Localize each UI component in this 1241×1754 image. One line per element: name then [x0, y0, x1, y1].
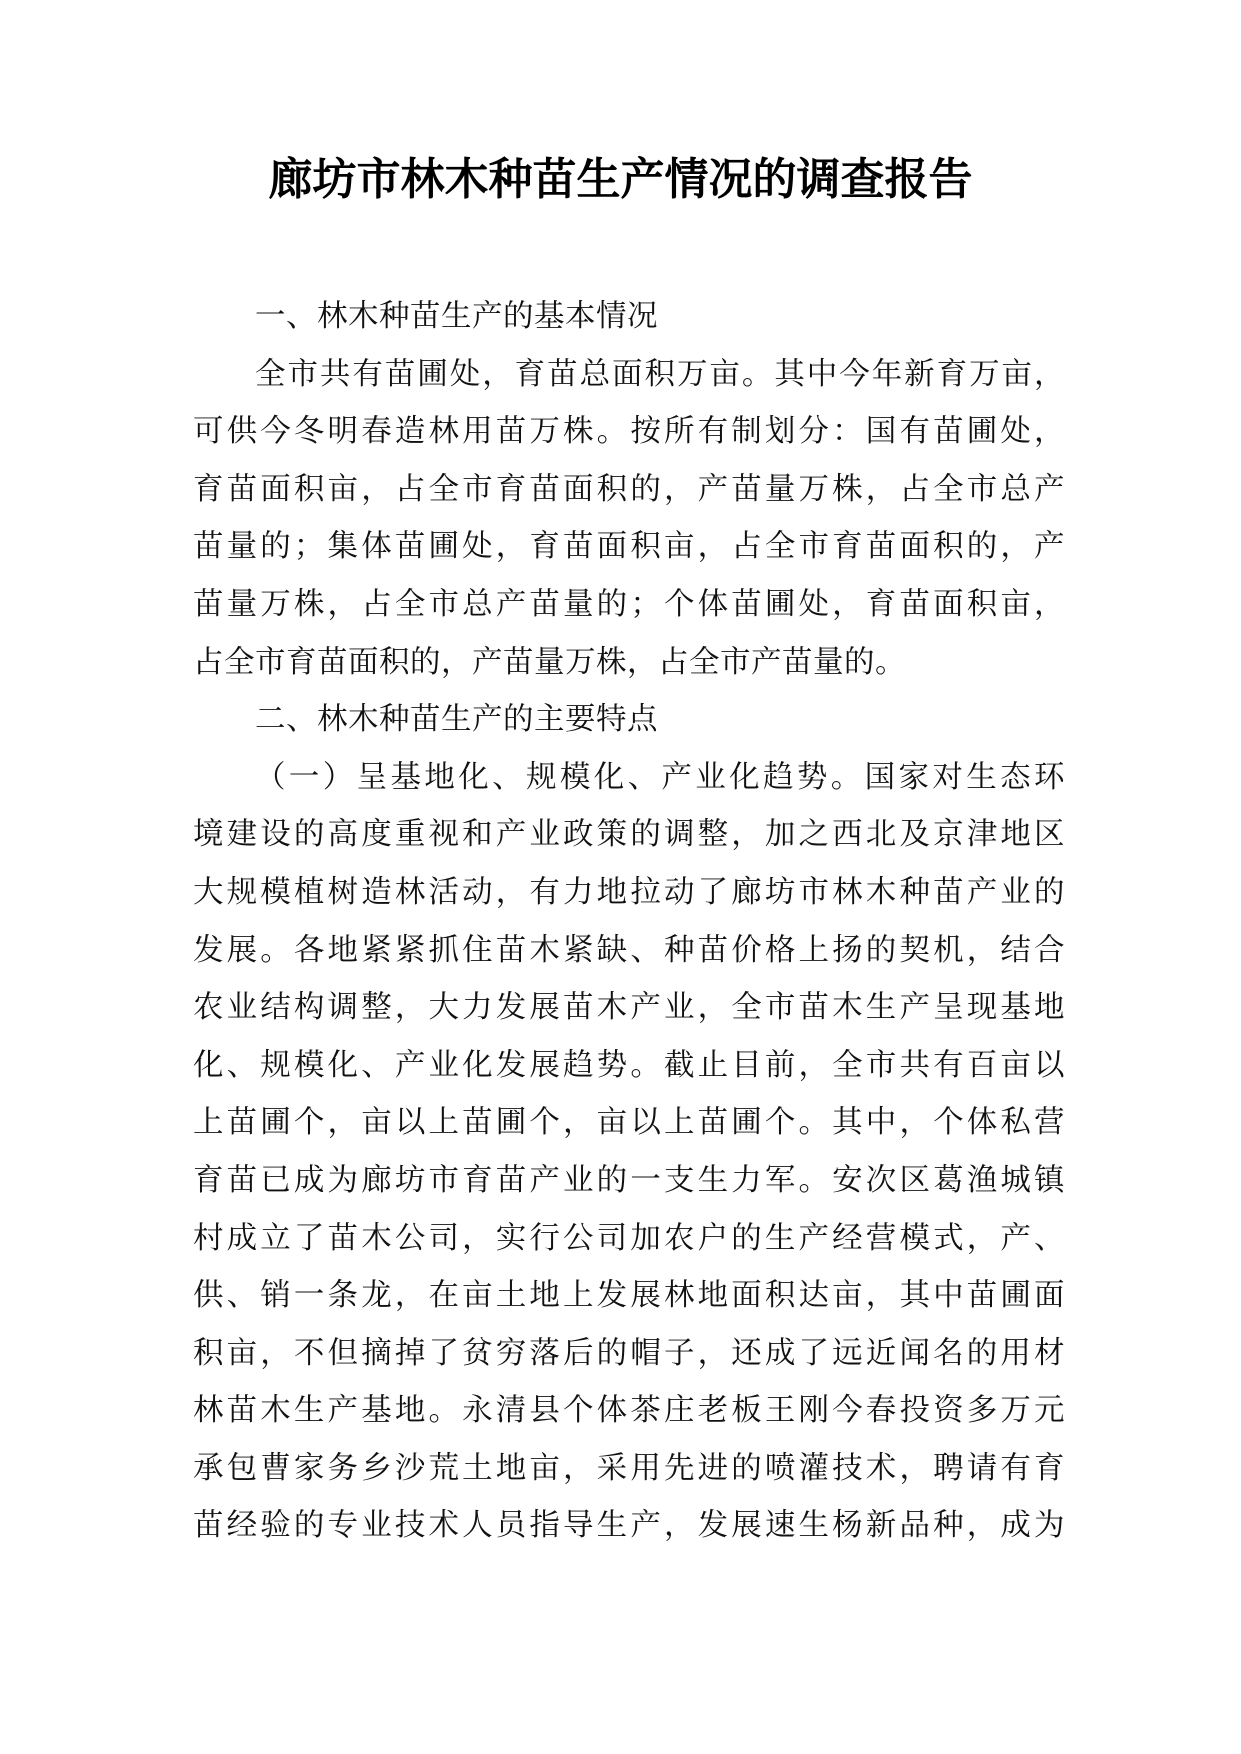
paragraph-line: 大规模植树造林活动，有力地拉动了廊坊市林木种苗产业的 [193, 874, 1065, 910]
paragraph-line: 苗经验的专业技术人员指导生产，发展速生杨新品种，成为 [193, 1508, 1065, 1544]
paragraph-line: 发展。各地紧紧抓住苗木紧缺、种苗价格上扬的契机，结合 [193, 932, 1065, 968]
paragraph-line: 境建设的高度重视和产业政策的调整，加之西北及京津地区 [193, 817, 1065, 853]
paragraph-line: 占全市育苗面积的，产苗量万株，占全市产苗量的。 [193, 644, 906, 680]
paragraph-line: 育苗面积亩，占全市育苗面积的，产苗量万株，占全市总产 [193, 471, 1065, 507]
document-body [193, 288, 1065, 1555]
paragraph-line: 育苗已成为廊坊市育苗产业的一支生力军。安次区葛渔城镇 [193, 1162, 1065, 1198]
paragraph-line: 积亩，不但摘掉了贫穷落后的帽子，还成了远近闻名的用材 [193, 1335, 1065, 1371]
paragraph-line: 化、规模化、产业化发展趋势。截止目前，全市共有百亩以 [193, 1047, 1065, 1083]
paragraph-line: 村成立了苗木公司，实行公司加农户的生产经营模式，产、 [193, 1220, 1065, 1256]
paragraph-line: 承包曹家务乡沙荒土地亩，采用先进的喷灌技术，聘请有育 [193, 1450, 1065, 1486]
section-heading-2: 二、林木种苗生产的主要特点 [255, 702, 658, 738]
paragraph-line: 苗量万株，占全市总产苗量的；个体苗圃处，育苗面积亩， [193, 586, 1065, 622]
section-heading-1: 一、林木种苗生产的基本情况 [255, 299, 658, 334]
paragraph-line: 苗量的；集体苗圃处，育苗面积亩，占全市育苗面积的，产 [193, 529, 1065, 565]
paragraph-line: （一）呈基地化、规模化、产业化趋势。国家对生态环 [255, 759, 1065, 795]
paragraph-line: 供、销一条龙，在亩土地上发展林地面积达亩，其中苗圃面 [193, 1278, 1065, 1314]
document-title: 廊坊市林木种苗生产情况的调查报告 [268, 154, 973, 205]
paragraph-line: 可供今冬明春造林用苗万株。按所有制划分：国有苗圃处， [193, 414, 1065, 450]
paragraph-line: 林苗木生产基地。永清县个体茶庄老板王刚今春投资多万元 [193, 1393, 1065, 1429]
paragraph-line: 农业结构调整，大力发展苗木产业，全市苗木生产呈现基地 [193, 990, 1065, 1026]
paragraph-line: 上苗圃个，亩以上苗圃个，亩以上苗圃个。其中，个体私营 [193, 1105, 1065, 1141]
paragraph-line: 全市共有苗圃处，育苗总面积万亩。其中今年新育万亩， [255, 356, 1065, 392]
